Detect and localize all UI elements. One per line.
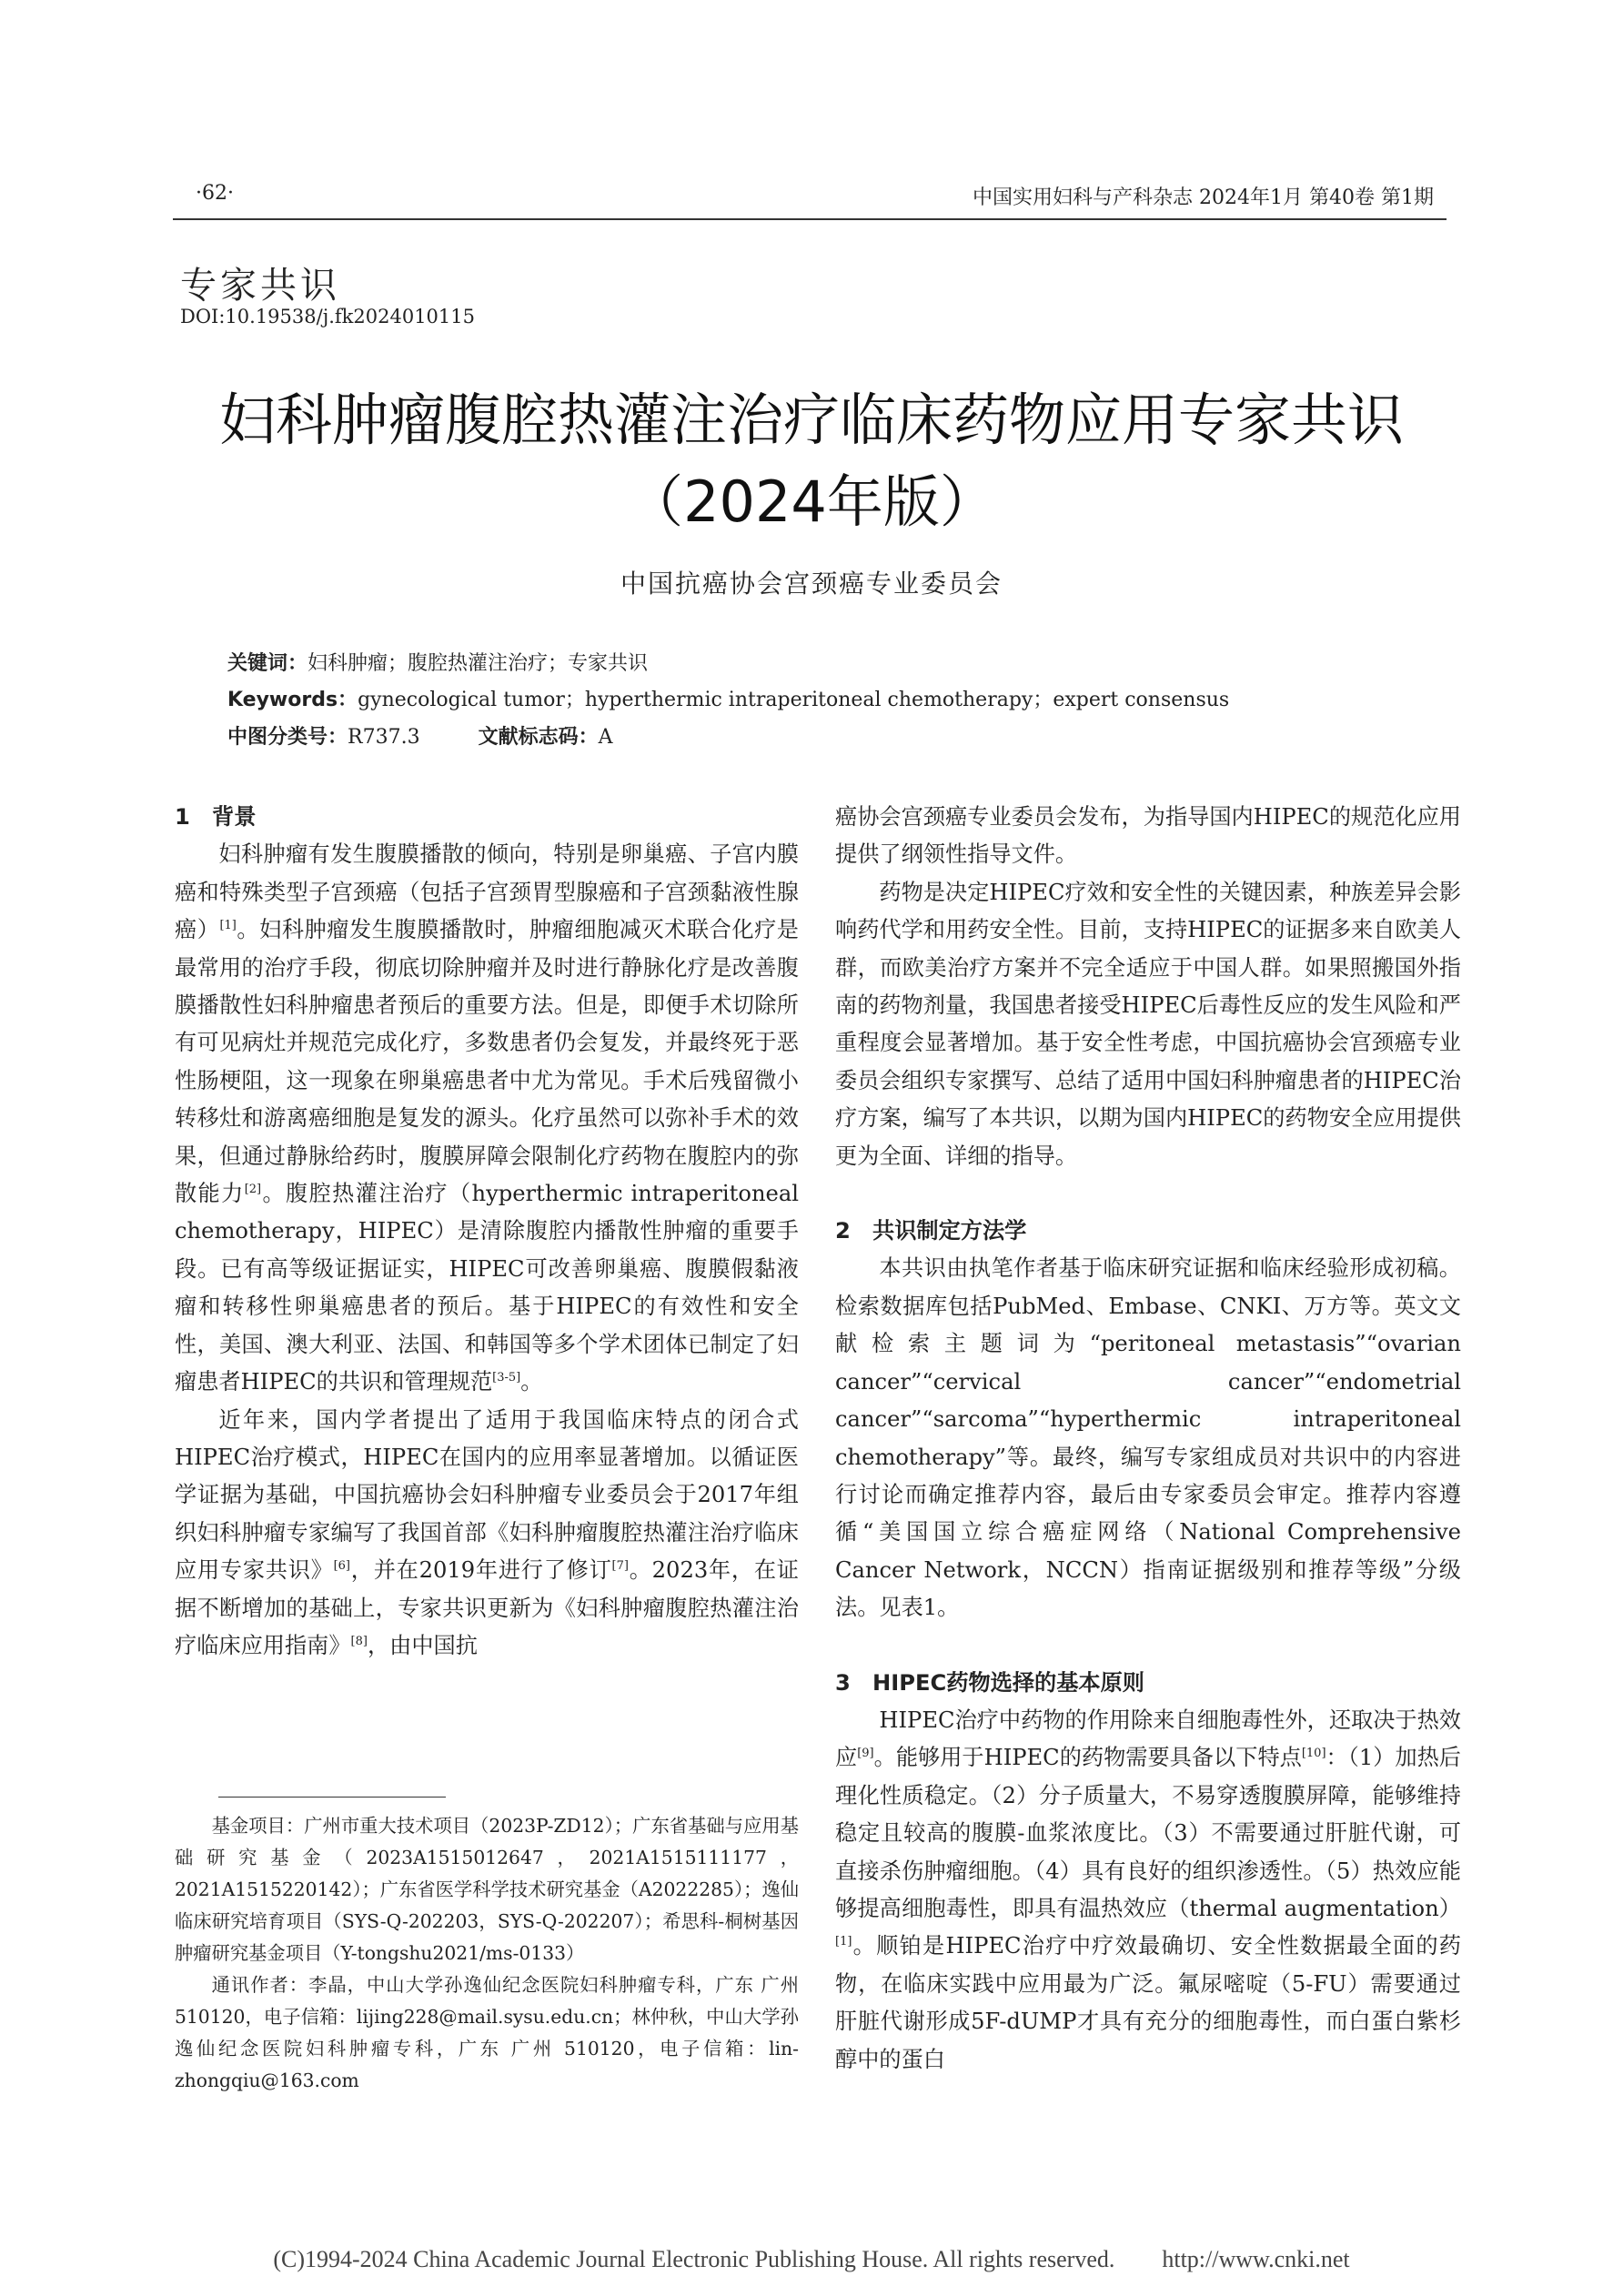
keywords-en (227, 684, 1229, 712)
corresponding-author-note: 通讯作者：李晶，中山大学孙逸仙纪念医院妇科肿瘤专科，广东 广州 510120，电子信箱：lijing228@mail.sysu.edu.cn；林仲秋，中山大学孙逸仙纪念医院妇科肿瘤专科，广东 广州 510120，电子信箱：lin-zhongqiu@163.com (175, 1974, 799, 2091)
citation[interactable]: [6] (333, 1559, 351, 1574)
right-column (835, 799, 1461, 2079)
author-organization: 中国抗癌协会宫颈癌专业委员会 (620, 569, 1003, 599)
paragraph: 妇科肿瘤有发生腹膜播散的倾向，特别是卵巢癌、子宫内膜癌和特殊类型子宫颈癌（包括子宫颈胃型腺癌和子宫颈黏液性腺癌）[1]。妇科肿瘤发生腹膜播散时，肿瘤细胞减灭术联合化疗是最常用的治疗手段，彻底切除肿瘤并及时进行静脉化疗是改善腹膜播散性妇科肿瘤患者预后的重要方法。但是，即便手术切除所有可见病灶并规范完成化疗，多数患者仍会复发，并最终死于恶性肠梗阻，这一现象在卵巢癌患者中尤为常见。手术后残留微小转移灶和游离癌细胞是复发的源头。化疗虽然可以弥补手术的效果，但通过静脉给药时，腹膜屏障会限制化疗药物在腹腔内的弥散能力[2]。腹腔热灌注治疗（hyperthermic intraperitoneal chemotherapy，HIPEC）是清除腹腔内播散性肿瘤的重要手段。已有高等级证据证实，HIPEC可改善卵巢癌、腹膜假黏液瘤和转移性卵巢癌患者的预后。基于HIPEC的有效性和安全性，美国、澳大利亚、法国、和韩国等多个学术团体已制定了妇瘤患者HIPEC的共识和管理规范[3-5]。 (175, 841, 799, 1395)
copyright-footer: (C)1994-2024 China Academic Journal Electronic Publishing House. All rights reserved. http://www.cnki.net (273, 2246, 1350, 2272)
header-rule (173, 218, 1447, 220)
section-label: 专家共识 (180, 265, 340, 307)
paragraph: 药物是决定HIPEC疗效和安全性的关键因素，种族差异会影响药代学和用药安全性。目前，支持HIPEC的证据多来自欧美人群，而欧美治疗方案并不完全适应于中国人群。如果照搬国外指南的药物剂量，我国患者接受HIPEC后毒性反应的发生风险和严重程度会显著增加。基于安全性考虑，中国抗癌协会宫颈癌专业委员会组织专家撰写、总结了适用中国妇科肿瘤患者的HIPEC治疗方案，编写了本共识，以期为国内HIPEC的药物安全应用提供更为全面、详细的指导。 (835, 879, 1461, 1169)
paragraph: 近年来，国内学者提出了适用于我国临床特点的闭合式HIPEC治疗模式，HIPEC在国内的应用率显著增加。以循证医学证据为基础，中国抗癌协会妇科肿瘤专业委员会于2017年组织妇科肿瘤专家编写了我国首部《妇科肿瘤腹腔热灌注治疗临床应用专家共识》[6]，并在2019年进行了修订[7]。2023年，在证据不断增加的基础上，专家共识更新为《妇科肿瘤腹腔热灌注治疗临床应用指南》[8]，由中国抗 (175, 1406, 799, 1658)
doc-code-value: A (598, 726, 613, 749)
citation[interactable]: [3-5] (492, 1371, 521, 1385)
paragraph: 癌协会宫颈癌专业委员会发布，为指导国内HIPEC的规范化应用提供了纲领性指导文件。 (835, 804, 1461, 868)
footnotes (175, 1810, 799, 2097)
citation[interactable]: [1] (835, 1935, 852, 1949)
keywords-cn-label: 关键词： (227, 652, 308, 675)
paragraph: HIPEC治疗中药物的作用除来自细胞毒性外，还取决于热效应[9]。能够用于HIPEC的药物需要具备以下特点[10]：（1）加热后理化性质稳定。（2）分子质量大，不易穿透腹膜屏障，能够维持稳定且较高的腹膜-血浆浓度比。（3）不需要通过肝脏代谢，可直接杀伤肿瘤细胞。（4）具有良好的组织渗透性。（5）热效应能够提高细胞毒性，即具有温热效应（thermal augmentation）[1]。顺铂是HIPEC治疗中疗效最确切、安全性数据最全面的药物，在临床实践中应用最为广泛。氟尿嘧啶（5-FU）需要通过肝脏代谢形成5F-dUMP才具有充分的细胞毒性，而白蛋白紫杉醇中的蛋白 (835, 1707, 1461, 2072)
section-heading-background: 1 背景 (175, 804, 257, 830)
section-heading-methodology: 2 共识制定方法学 (835, 1218, 1027, 1244)
classification (227, 721, 612, 750)
citation[interactable]: [10] (1301, 1747, 1326, 1761)
left-column (175, 799, 799, 1665)
keywords-cn (227, 648, 648, 676)
keywords-cn-value: 妇科肿瘤；腹腔热灌注治疗；专家共识 (307, 652, 649, 675)
citation[interactable]: [8] (350, 1634, 368, 1648)
journal-header: 中国实用妇科与产科杂志 2024年1月 第40卷 第1期 (973, 186, 1434, 209)
citation[interactable]: [1] (219, 919, 237, 933)
doi: DOI:10.19538/j.fk2024010115 (180, 306, 475, 327)
citation[interactable]: [2] (244, 1183, 262, 1196)
keywords-en-value: gynecological tumor；hyperthermic intraperitoneal chemotherapy；expert consensus (358, 689, 1230, 711)
article-title-edition: （2024年版） (627, 468, 996, 535)
page-number: ·62· (196, 182, 234, 205)
article-title: 妇科肿瘤腹腔热灌注治疗临床药物应用专家共识 (218, 387, 1404, 453)
funding-note: 基金项目：广州市重大技术项目（2023P-ZD12）；广东省基础与应用基础研究基金（2023A1515012647，2021A1515111177，2021A1515220142）；广东省医学科学技术研究基金（A2022285）；逸仙临床研究培育项目（SYS-Q-202203，SYS-Q-202207）；希思科-桐树基因肿瘤研究基金项目（Y-tongshu2021/ms-0133） (175, 1815, 799, 1964)
citation[interactable]: [9] (857, 1747, 874, 1761)
clc-value: R737.3 (348, 726, 420, 749)
keywords-en-label: Keywords： (227, 689, 358, 711)
doc-code-label: 文献标志码： (478, 726, 599, 749)
citation[interactable]: [7] (611, 1559, 629, 1574)
footnote-rule (218, 1797, 446, 1798)
paragraph: 本共识由执笔作者基于临床研究证据和临床经验形成初稿。检索数据库包括PubMed、Embase、CNKI、万方等。英文文献检索主题词为“peritoneal metastasis”“ovarian cancer”“cervical cancer”“endometrial cancer”“sarcoma”“hyperthermic intraperitoneal chemotherapy”等。最终，编写专家组成员对共识中的内容进行讨论而确定推荐内容，最后由专家委员会审定。推荐内容遵循“美国国立综合癌症网络（National Comprehensive Cancer Network，NCCN）指南证据级别和推荐等级”分级法。见表1。 (835, 1255, 1461, 1621)
clc-label: 中图分类号： (227, 726, 348, 749)
section-heading-drug-selection: 3 HIPEC药物选择的基本原则 (835, 1669, 1144, 1696)
